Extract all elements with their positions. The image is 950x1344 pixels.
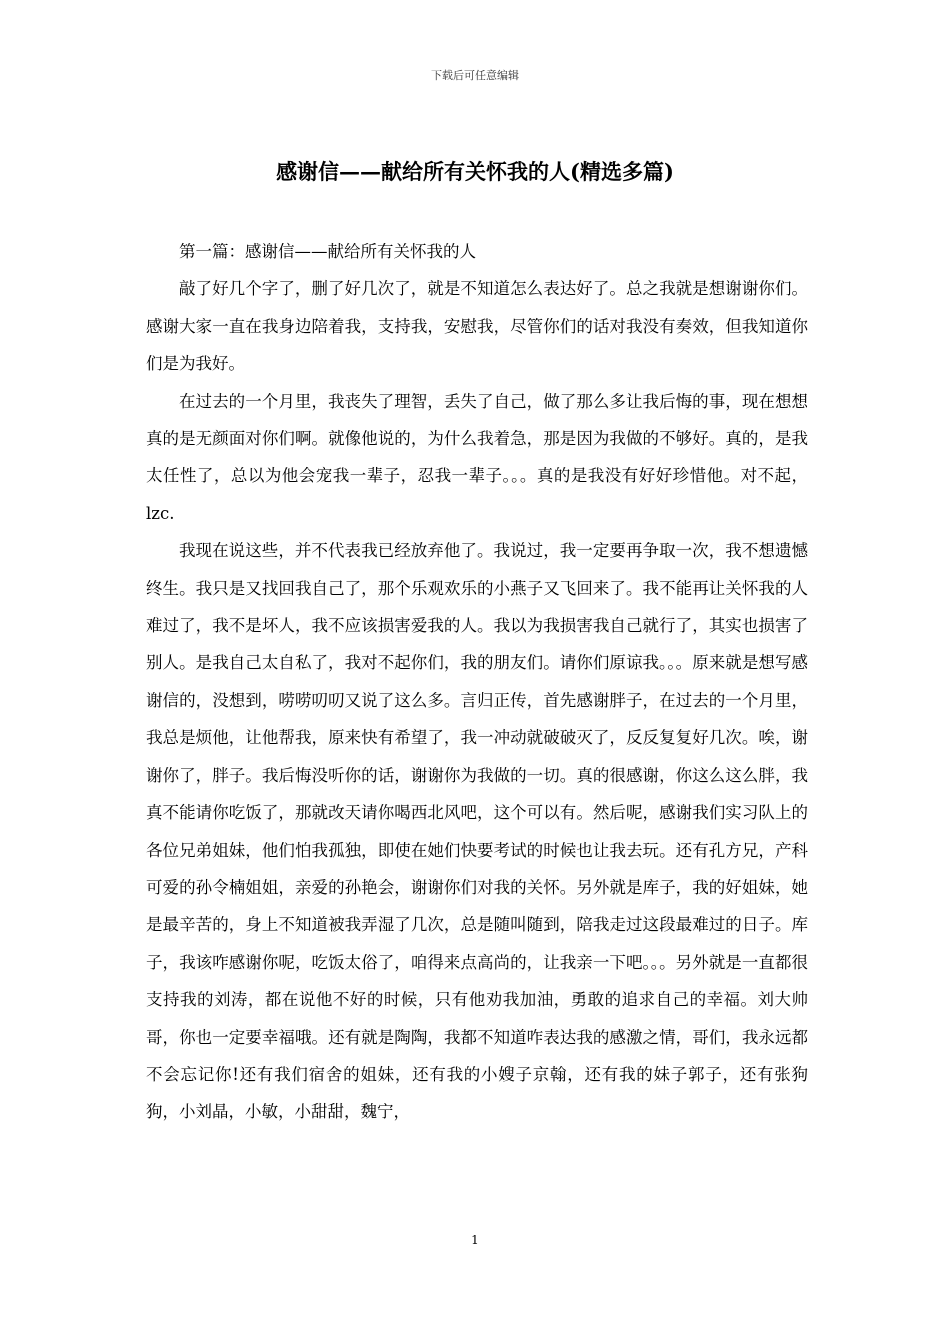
paragraph: 敲了好几个字了，删了好几次了，就是不知道怎么表达好了。总之我就是想谢谢你们。感谢大家一直在我身边陪着我，支持我，安慰我，尽管你们的话对我没有奏效，但我知道你们是为我好。 xyxy=(146,279,808,374)
page-number: 1 xyxy=(471,1233,479,1247)
document-title: 感谢信——献给所有关怀我的人(精选多篇) xyxy=(276,159,674,184)
paragraph: 在过去的一个月里，我丧失了理智，丢失了自己，做了那么多让我后悔的事，现在想想真的是无颜面对你们啊。就像他说的，为什么我着急，那是因为我做的不够好。真的，是我太任性了，总以为他会宠我一辈子，忍我一辈子。。。真的是我没有好好珍惜他。对不起，lzc. xyxy=(146,391,808,523)
document-body xyxy=(146,233,808,1131)
header-note: 下载后可任意编辑 xyxy=(431,69,519,82)
section-heading: 第一篇：感谢信——献给所有关怀我的人 xyxy=(179,242,476,261)
paragraph: 我现在说这些，并不代表我已经放弃他了。我说过，我一定要再争取一次，我不想遗憾终生。我只是又找回我自己了，那个乐观欢乐的小燕子又飞回来了。我不能再让关怀我的人难过了，我不是坏人，我不应该损害爱我的人。我以为我损害我自己就行了，其实也损害了别人。是我自己太自私了，我对不起你们，我的朋友们。请你们原谅我。。。原来就是想写感谢信的，没想到，唠唠叨叨又说了这么多。言归正传，首先感谢胖子，在过去的一个月里，我总是烦他，让他帮我，原来快有希望了，我一冲动就破破灭了，反反复复好几次。唉，谢谢你了，胖子。我后悔没听你的话，谢谢你为我做的一切。真的很感谢，你这么这么胖，我真不能请你吃饭了，那就改天请你喝西北风吧，这个可以有。然后呢，感谢我们实习队上的各位兄弟姐妹，他们怕我孤独，即使在她们快要考试的时候也让我去玩。还有孔方兄，产科可爱的孙令楠姐姐，亲爱的孙艳会，谢谢你们对我的关怀。另外就是库子，我的好姐妹，她是最辛苦的，身上不知道被我弄湿了几次，总是随叫随到，陪我走过这段最难过的日子。库子，我该咋感谢你呢，吃饭太俗了，咱得来点高尚的，让我亲一下吧。。。另外就是一直都很支持我的刘涛，都在说他不好的时候，只有他劝我加油，勇敢的追求自己的幸福。刘大帅哥，你也一定要幸福哦。还有就是陶陶，我都不知道咋表达我的感激之情，哥们，我永远都不会忘记你!还有我们宿舍的姐妹，还有我的小嫂子京翰，还有我的妹子郭子，还有张狗狗，小刘晶，小敏，小甜甜，魏宁， xyxy=(146,541,808,1122)
